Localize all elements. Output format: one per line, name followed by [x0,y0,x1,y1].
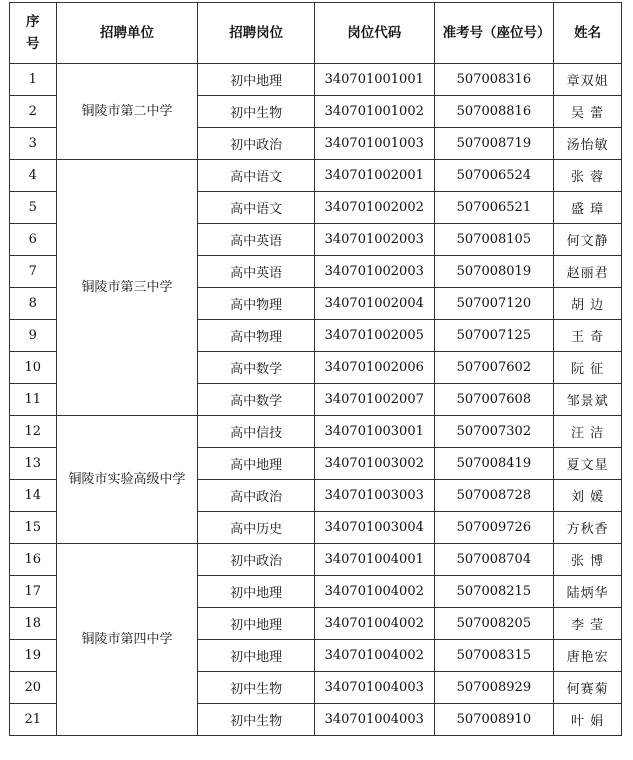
table-row [10,544,622,576]
cell-post: 高中物理 [198,288,314,320]
cell-name: 吴 蕾 [554,96,622,128]
recruitment-table [9,2,622,736]
cell-post: 初中地理 [198,64,314,96]
cell-code: 340701002005 [314,320,434,352]
cell-seq: 18 [10,608,57,640]
table-row [10,416,622,448]
header-seq: 序号 [10,3,57,64]
cell-seq: 11 [10,384,57,416]
cell-exam: 507008719 [434,128,554,160]
cell-name: 何赛菊 [554,672,622,704]
cell-unit: 铜陵市第二中学 [56,64,198,160]
cell-code: 340701003002 [314,448,434,480]
cell-seq: 7 [10,256,57,288]
cell-seq: 19 [10,640,57,672]
cell-post: 高中物理 [198,320,314,352]
cell-seq: 16 [10,544,57,576]
cell-exam: 507007302 [434,416,554,448]
cell-code: 340701001003 [314,128,434,160]
header-unit: 招聘单位 [56,3,198,64]
cell-name: 汪 洁 [554,416,622,448]
cell-post: 初中地理 [198,608,314,640]
cell-post: 初中政治 [198,128,314,160]
cell-seq: 14 [10,480,57,512]
cell-seq: 15 [10,512,57,544]
header-exam: 准考号（座位号） [434,3,554,64]
table-header [10,3,622,64]
cell-seq: 8 [10,288,57,320]
cell-unit: 铜陵市实验高级中学 [56,416,198,544]
table-row [10,64,622,96]
cell-name: 何文静 [554,224,622,256]
cell-exam: 507008910 [434,704,554,736]
cell-name: 汤怡敏 [554,128,622,160]
cell-code: 340701001002 [314,96,434,128]
cell-seq: 4 [10,160,57,192]
cell-code: 340701002007 [314,384,434,416]
cell-seq: 6 [10,224,57,256]
header-row [10,3,622,64]
cell-name: 张 博 [554,544,622,576]
cell-name: 夏文星 [554,448,622,480]
cell-code: 340701004003 [314,704,434,736]
cell-code: 340701002001 [314,160,434,192]
cell-seq: 2 [10,96,57,128]
cell-code: 340701004002 [314,608,434,640]
cell-name: 胡 边 [554,288,622,320]
cell-code: 340701002002 [314,192,434,224]
cell-name: 赵丽君 [554,256,622,288]
table-body [10,64,622,736]
cell-post: 高中语文 [198,192,314,224]
cell-seq: 21 [10,704,57,736]
cell-seq: 13 [10,448,57,480]
header-post: 招聘岗位 [198,3,314,64]
cell-post: 初中地理 [198,576,314,608]
cell-name: 陆炳华 [554,576,622,608]
cell-exam: 507006521 [434,192,554,224]
cell-exam: 507008019 [434,256,554,288]
cell-code: 340701004002 [314,576,434,608]
cell-post: 高中语文 [198,160,314,192]
cell-code: 340701002003 [314,224,434,256]
cell-exam: 507007125 [434,320,554,352]
cell-exam: 507008816 [434,96,554,128]
cell-name: 王 奇 [554,320,622,352]
header-name: 姓名 [554,3,622,64]
cell-name: 张 蓉 [554,160,622,192]
cell-post: 高中数学 [198,352,314,384]
cell-exam: 507006524 [434,160,554,192]
cell-name: 唐艳宏 [554,640,622,672]
cell-name: 李 莹 [554,608,622,640]
cell-seq: 1 [10,64,57,96]
header-code: 岗位代码 [314,3,434,64]
cell-post: 初中生物 [198,672,314,704]
cell-seq: 5 [10,192,57,224]
cell-post: 高中英语 [198,224,314,256]
cell-code: 340701004003 [314,672,434,704]
cell-post: 高中政治 [198,480,314,512]
cell-code: 340701002003 [314,256,434,288]
cell-seq: 12 [10,416,57,448]
cell-seq: 3 [10,128,57,160]
cell-exam: 507008704 [434,544,554,576]
cell-exam: 507008728 [434,480,554,512]
cell-seq: 9 [10,320,57,352]
cell-post: 高中数学 [198,384,314,416]
cell-exam: 507008929 [434,672,554,704]
cell-code: 340701003001 [314,416,434,448]
cell-name: 方秋香 [554,512,622,544]
cell-exam: 507009726 [434,512,554,544]
cell-seq: 17 [10,576,57,608]
cell-name: 阮 征 [554,352,622,384]
cell-name: 叶 娟 [554,704,622,736]
cell-name: 邹景斌 [554,384,622,416]
cell-exam: 507007120 [434,288,554,320]
cell-exam: 507007602 [434,352,554,384]
cell-exam: 507008205 [434,608,554,640]
cell-code: 340701004001 [314,544,434,576]
cell-name: 刘 媛 [554,480,622,512]
cell-seq: 20 [10,672,57,704]
cell-post: 初中生物 [198,704,314,736]
cell-post: 高中历史 [198,512,314,544]
cell-code: 340701002006 [314,352,434,384]
cell-post: 高中地理 [198,448,314,480]
cell-code: 340701004002 [314,640,434,672]
cell-code: 340701003003 [314,480,434,512]
cell-post: 初中政治 [198,544,314,576]
cell-seq: 10 [10,352,57,384]
cell-post: 初中地理 [198,640,314,672]
cell-exam: 507008105 [434,224,554,256]
table-row [10,160,622,192]
cell-exam: 507008419 [434,448,554,480]
cell-unit: 铜陵市第三中学 [56,160,198,416]
cell-code: 340701001001 [314,64,434,96]
cell-post: 初中生物 [198,96,314,128]
cell-exam: 507008215 [434,576,554,608]
cell-exam: 507007608 [434,384,554,416]
cell-exam: 507008315 [434,640,554,672]
cell-post: 高中英语 [198,256,314,288]
cell-name: 盛 璋 [554,192,622,224]
cell-exam: 507008316 [434,64,554,96]
cell-code: 340701003004 [314,512,434,544]
cell-unit: 铜陵市第四中学 [56,544,198,736]
cell-post: 高中信技 [198,416,314,448]
cell-code: 340701002004 [314,288,434,320]
cell-name: 章双姐 [554,64,622,96]
